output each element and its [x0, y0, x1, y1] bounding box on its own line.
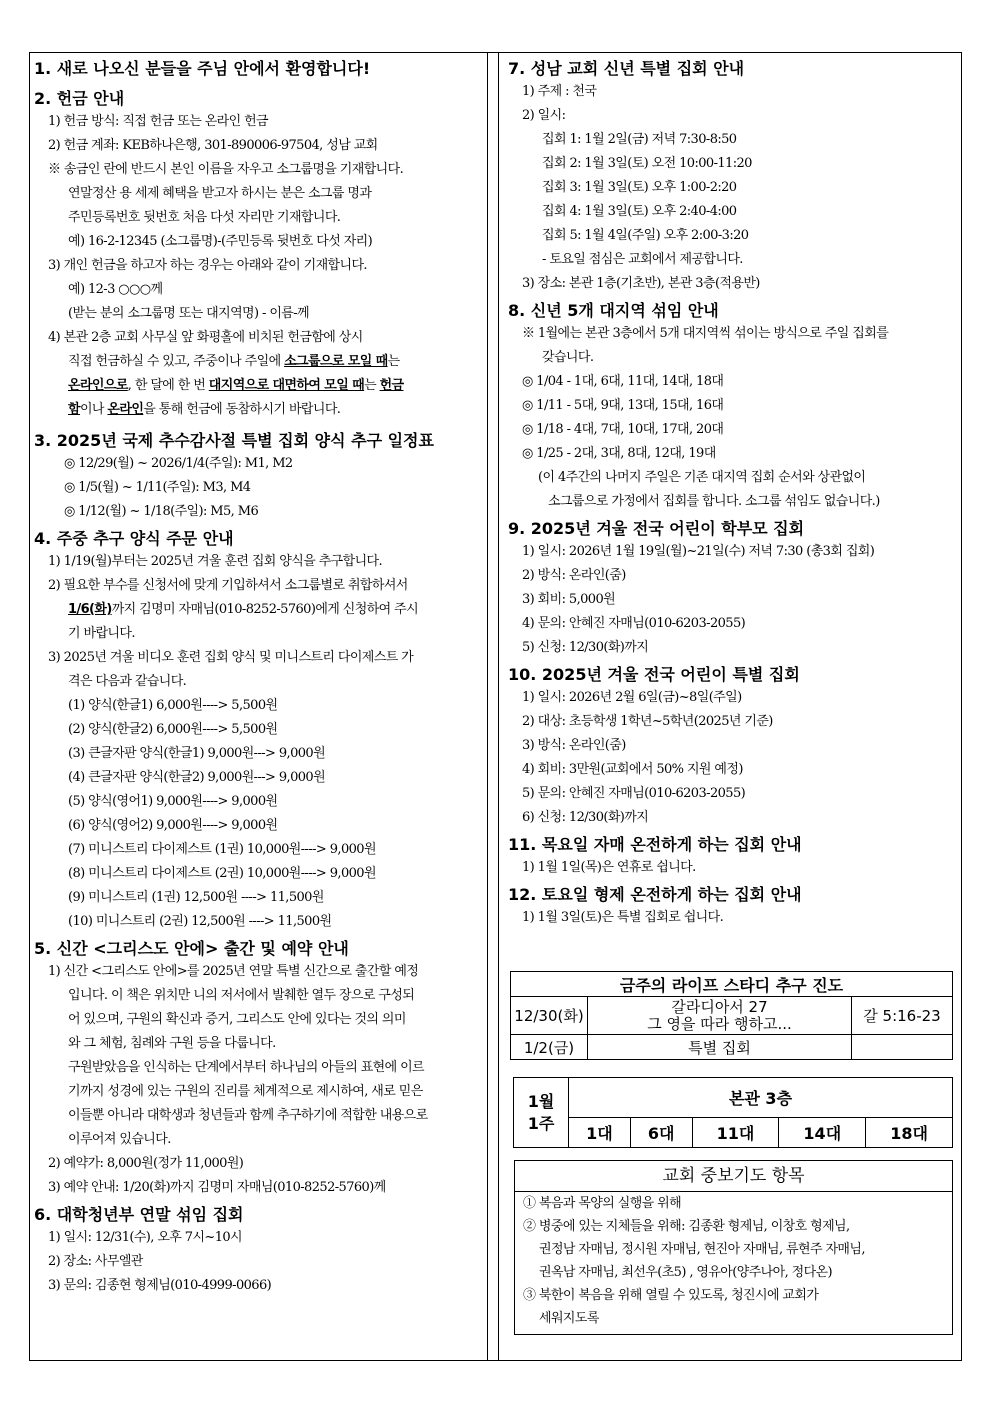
prayer-item: ① 복음과 목양의 실행을 위해: [523, 1196, 682, 1211]
section-10-title: 10. 2025년 겨울 전국 어린이 특별 집회: [508, 665, 800, 684]
children-line: 2) 대상: 초등학생 1학년~5학년(2025년 기준): [522, 714, 773, 729]
district-cell: 6대: [630, 1118, 692, 1148]
section-6-title: 6. 대학청년부 연말 섞임 집회: [34, 1205, 244, 1224]
offering-line: (받는 분의 소그룹명 또는 대지역명) - 이름-께: [68, 306, 310, 321]
price-item: (1) 양식(한글1) 6,000원----> 5,500원: [68, 698, 278, 713]
book-line: 이들뿐 아니라 대학생과 청년들과 함께 추구하기에 적합한 내용으로: [68, 1108, 428, 1123]
prayer-item: 권옥남 자매님, 최선우(초5) , 영유아(양주나아, 정다온): [539, 1265, 832, 1280]
college-line: 1) 일시: 12/31(수), 오후 7시~10시: [48, 1230, 243, 1245]
book-line: 어 있으며, 구원의 확신과 증거, 그리스도 안에 있다는 것의 의미: [68, 1012, 406, 1027]
book-line: 3) 예약 안내: 1/20(화)까지 김명미 자매님(010-8252-5760)께: [48, 1180, 386, 1195]
district-cell: 1대: [569, 1118, 631, 1148]
order-line: 격은 다음과 같습니다.: [68, 674, 187, 689]
section-1-title: 1. 새로 나오신 분들을 주님 안에서 환영합니다!: [34, 59, 371, 78]
mixing-line: (이 4주간의 나머지 주일은 기존 대지역 집회 순서와 상관없이: [538, 470, 866, 485]
book-line: 기까지 성경에 있는 구원의 진리를 체계적으로 제시하여, 새로 믿은: [68, 1084, 423, 1099]
right-column: [508, 58, 958, 930]
order-line: 1) 1/19(월)부터는 2025년 겨울 훈련 집회 양식을 추구합니다.: [48, 554, 383, 569]
brothers-line: 1) 1월 3일(토)은 특별 집회로 쉽니다.: [522, 910, 724, 925]
newyear-line: 집회 5: 1월 4일(주일) 오후 2:00-3:20: [542, 228, 749, 243]
life-study-table: [510, 971, 953, 1060]
price-item: (2) 양식(한글2) 6,000원----> 5,500원: [68, 722, 278, 737]
college-line: 2) 장소: 사무엘관: [48, 1254, 143, 1269]
offering-line: 예) 12-3 ○○○께: [68, 282, 163, 297]
offering-line: 주민등록번호 뒷번호 처음 다섯 자리만 기재합니다.: [68, 210, 341, 225]
newyear-line: - 토요일 점심은 교회에서 제공합니다.: [542, 252, 743, 267]
mixing-line: 소그룹으로 가정에서 집회를 합니다. 소그룹 섞임도 없습니다.): [548, 494, 880, 509]
parents-line: 5) 신청: 12/30(화)까지: [522, 640, 649, 655]
mixing-line: ※ 1월에는 본관 3층에서 5개 대지역씩 섞이는 방식으로 주일 집회를: [522, 326, 889, 341]
children-line: 1) 일시: 2026년 2월 6일(금)~8일(주일): [522, 690, 742, 705]
column-divider: [487, 52, 499, 1361]
book-line: 이루어져 있습니다.: [68, 1132, 171, 1147]
newyear-line: 2) 일시:: [522, 108, 566, 123]
study-title: 특별 집회: [588, 1035, 852, 1060]
book-line: 1) 신간 <그리스도 안에>를 2025년 연말 특별 신간으로 출간할 예정: [48, 964, 419, 979]
study-date: 12/30(화): [511, 997, 588, 1035]
district-cell: 11대: [692, 1118, 779, 1148]
newyear-line: 집회 2: 1월 3일(토) 오전 10:00-11:20: [542, 156, 752, 171]
location-place: 본관 3층: [569, 1078, 953, 1118]
prayer-box: [514, 1160, 953, 1335]
order-line: 1/6(화)까지 김명미 자매님(010-8252-5760)에게 신청하여 주시: [68, 602, 419, 617]
offering-line: 3) 개인 헌금을 하고자 하는 경우는 아래와 같이 기재합니다.: [48, 258, 367, 273]
newyear-line: 집회 1: 1월 2일(금) 저녁 7:30-8:50: [542, 132, 737, 147]
book-line: 2) 예약가: 8,000원(정가 11,000원): [48, 1156, 244, 1171]
children-line: 5) 문의: 안혜진 자매님(010-6203-2055): [522, 786, 746, 801]
mixing-line: 갖습니다.: [542, 350, 594, 365]
offering-line: ※ 송금인 란에 반드시 본인 이름을 자우고 소그룹명을 기재합니다.: [48, 162, 404, 177]
book-line: 와 그 체험, 침례와 구원 등을 다룹니다.: [68, 1036, 276, 1051]
study-title: 갈라디아서 27 그 영을 따라 행하고...: [588, 997, 852, 1035]
district-cell: 18대: [866, 1118, 953, 1148]
section-4-title: 4. 주중 추구 양식 주문 안내: [34, 529, 234, 548]
order-line: 3) 2025년 겨울 비디오 훈련 집회 양식 및 미니스트리 다이제스트 가: [48, 650, 414, 665]
price-item: (10) 미니스트리 (2권) 12,500원 ----> 11,500원: [68, 914, 332, 929]
price-item: (4) 큰글자판 양식(한글2) 9,000원---> 9,000원: [68, 770, 326, 785]
prayer-item: 권정남 자매님, 정시원 자매님, 현진아 자매님, 류현주 자매님,: [539, 1242, 865, 1257]
offering-line: 함이나 온라인을 통해 헌금에 동참하시기 바랍니다.: [68, 402, 341, 417]
mixing-line: ◎ 1/11 - 5대, 9대, 13대, 15대, 16대: [522, 398, 724, 413]
offering-line: 온라인으로, 한 달에 한 번 대지역으로 대면하여 모일 때는 헌금: [68, 378, 404, 393]
section-12-title: 12. 토요일 형제 온전하게 하는 집회 안내: [508, 885, 802, 904]
section-11-title: 11. 목요일 자매 온전하게 하는 집회 안내: [508, 835, 802, 854]
newyear-line: 3) 장소: 본관 1층(기초반), 본관 3층(적용반): [522, 276, 760, 291]
prayer-title: 교회 중보기도 항목: [515, 1161, 952, 1192]
prayer-item: 세워지도록: [539, 1311, 599, 1326]
offering-line: 직접 헌금하실 수 있고, 주중이나 주일에 소그룹으로 모일 때는: [68, 354, 400, 369]
newyear-line: 1) 주제 : 천국: [522, 84, 597, 99]
prayer-item: ② 병중에 있는 지체들을 위해: 김종환 형제님, 이창호 형제님,: [523, 1219, 850, 1234]
prayer-item: ③ 북한이 복음을 위해 열릴 수 있도록, 청진시에 교회가: [523, 1288, 819, 1303]
price-item: (7) 미니스트리 다이제스트 (1권) 10,000원----> 9,000원: [68, 842, 376, 857]
section-8-title: 8. 신년 5개 대지역 섞임 안내: [508, 301, 719, 320]
children-line: 4) 회비: 3만원(교회에서 50% 지원 예정): [522, 762, 743, 777]
price-item: (6) 양식(영어2) 9,000원----> 9,000원: [68, 818, 278, 833]
children-line: 6) 신청: 12/30(화)까지: [522, 810, 649, 825]
book-line: 구원받았음을 인식하는 단계에서부터 하나님의 아들의 표현에 이르: [68, 1060, 425, 1075]
offering-line: 1) 헌금 방식: 직접 헌금 또는 온라인 헌금: [48, 114, 269, 129]
mixing-line: ◎ 1/18 - 4대, 7대, 10대, 17대, 20대: [522, 422, 724, 437]
life-study-header: 금주의 라이프 스타디 추구 진도: [511, 972, 953, 997]
price-item: (3) 큰글자판 양식(한글1) 9,000원---> 9,000원: [68, 746, 326, 761]
order-line: 기 바랍니다.: [68, 626, 135, 641]
schedule-line: ◎ 1/5(월) ~ 1/11(주일): M3, M4: [64, 480, 251, 495]
book-line: 입니다. 이 책은 위치만 니의 저서에서 발췌한 열두 장으로 구성되: [68, 988, 415, 1003]
location-table: [513, 1077, 953, 1148]
study-reference: 갈 5:16-23: [852, 997, 953, 1035]
offering-line: 4) 본관 2층 교회 사무실 앞 화평홀에 비치된 헌금함에 상시: [48, 330, 363, 345]
price-item: (8) 미니스트리 다이제스트 (2권) 10,000원----> 9,000원: [68, 866, 376, 881]
price-item: (5) 양식(영어1) 9,000원----> 9,000원: [68, 794, 278, 809]
offering-line: 2) 헌금 계좌: KEB하나은행, 301-890006-97504, 성남 교회: [48, 138, 378, 153]
left-column: [34, 58, 484, 1298]
section-5-title: 5. 신간 <그리스도 안에> 출간 및 예약 안내: [34, 939, 349, 958]
price-item: (9) 미니스트리 (1권) 12,500원 ----> 11,500원: [68, 890, 324, 905]
offering-line: 예) 16-2-12345 (소그룹명)-(주민등록 뒷번호 다섯 자리): [68, 234, 373, 249]
parents-line: 2) 방식: 온라인(줌): [522, 568, 626, 583]
parents-line: 4) 문의: 안혜진 자매님(010-6203-2055): [522, 616, 746, 631]
schedule-line: ◎ 12/29(월) ~ 2026/1/4(주일): M1, M2: [64, 456, 293, 471]
section-7-title: 7. 성남 교회 신년 특별 집회 안내: [508, 59, 745, 78]
sisters-line: 1) 1월 1일(목)은 연휴로 쉽니다.: [522, 860, 696, 875]
district-cell: 14대: [779, 1118, 866, 1148]
study-date: 1/2(금): [511, 1035, 588, 1060]
schedule-line: ◎ 1/12(월) ~ 1/18(주일): M5, M6: [64, 504, 259, 519]
offering-line: 연말정산 용 세제 혜택을 받고자 하시는 분은 소그룹 명과: [68, 186, 372, 201]
parents-line: 3) 회비: 5,000원: [522, 592, 616, 607]
children-line: 3) 방식: 온라인(줌): [522, 738, 626, 753]
mixing-line: ◎ 1/04 - 1대, 6대, 11대, 14대, 18대: [522, 374, 724, 389]
week-label: 1월 1주: [514, 1078, 569, 1148]
section-9-title: 9. 2025년 겨울 전국 어린이 학부모 집회: [508, 519, 805, 538]
order-line: 2) 필요한 부수를 신청서에 맞게 기입하셔서 소그룹별로 취합하셔서: [48, 578, 408, 593]
college-line: 3) 문의: 김종현 형제님(010-4999-0066): [48, 1278, 272, 1293]
parents-line: 1) 일시: 2026년 1월 19일(월)~21일(수) 저녁 7:30 (총3회 집회): [522, 544, 875, 559]
section-3-title: 3. 2025년 국제 추수감사절 특별 집회 양식 추구 일정표: [34, 431, 434, 450]
study-reference: [852, 1035, 953, 1060]
mixing-line: ◎ 1/25 - 2대, 3대, 8대, 12대, 19대: [522, 446, 716, 461]
newyear-line: 집회 3: 1월 3일(토) 오후 1:00-2:20: [542, 180, 737, 195]
section-2-title: 2. 헌금 안내: [34, 89, 125, 108]
newyear-line: 집회 4: 1월 3일(토) 오후 2:40-4:00: [542, 204, 737, 219]
